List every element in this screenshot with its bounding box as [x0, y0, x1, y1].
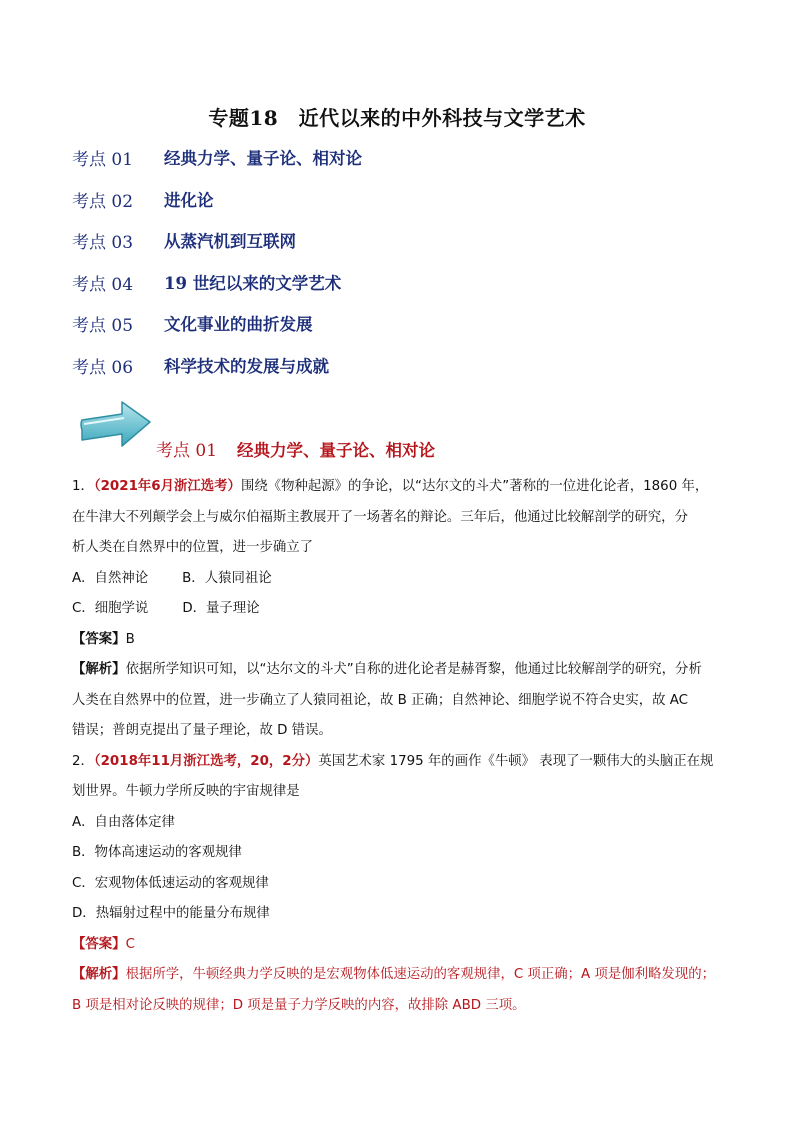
- section-header: [72, 398, 732, 461]
- toc-key: 考点 01: [72, 150, 134, 170]
- analysis-text: 依据所学知识可知，以“达尔文的斗犬”自称的进化论者是赫胥黎，他通过比较解剖学的研究，分析: [125, 662, 702, 677]
- topic-list: [72, 145, 362, 394]
- toc-item-05: [72, 311, 362, 353]
- toc-key: 考点 06: [72, 357, 134, 378]
- q1-analysis-1: [72, 655, 722, 686]
- q1-stem-1: 围绕《物种起源》的争论，以“达尔文的斗犬”著称的一位进化论者，1860 年，: [240, 479, 709, 494]
- q2-option-d: D．热辐射过程中的能量分布规律: [72, 906, 270, 921]
- q2-stem-2: 划世界。牛顿力学所反映的宇宙规律是: [72, 784, 300, 799]
- q1-stem-3: 析人类在自然界中的位置，进一步确立了: [72, 540, 314, 555]
- answer-value: B: [125, 631, 135, 647]
- q2-option-a: A．自由落体定律: [72, 814, 175, 830]
- q2-answer: [72, 930, 722, 961]
- q1-stem-2: 在牛津大不列颠学会上与威尔伯福斯主教展开了一场著名的辩论。三年后，他通过比较解剖学的研究，分: [72, 509, 688, 525]
- toc-item-06: [72, 353, 362, 395]
- toc-item-03: [72, 228, 362, 270]
- section-label: 经典力学、量子论、相对论: [237, 441, 436, 460]
- q1-analysis-3: 错误；普朗克提出了量子理论，故 D 错误。: [72, 723, 332, 738]
- toc-label: 进化论: [164, 190, 214, 210]
- q1-number: 1．: [72, 479, 94, 494]
- q1-line: [72, 472, 722, 503]
- section-key: 考点 01: [156, 441, 218, 461]
- q2-source: （2018年11月浙江选考，20，2分）: [93, 753, 319, 769]
- q1-source: （2021年6月浙江选考）: [93, 479, 241, 494]
- q1-option-a: A．自然神论: [72, 570, 149, 586]
- q1-options-cd: [72, 594, 722, 625]
- q2-line: [72, 747, 722, 778]
- answer-label: 【答案】: [72, 936, 126, 952]
- page-title: 专题18 近代以来的中外科技与文学艺术: [208, 106, 586, 130]
- toc-key: 考点 03: [72, 233, 134, 253]
- q1-answer: [72, 625, 722, 656]
- toc-item-04: [72, 270, 362, 312]
- q1-analysis-2: 人类在自然界中的位置，进一步确立了人猿同祖论，故 B 正确；自然神论、细胞学说不符合史实，故 AC: [72, 692, 689, 708]
- toc-label: 科学技术的发展与成就: [164, 356, 329, 376]
- toc-key: 考点 05: [72, 316, 134, 336]
- toc-item-01: [72, 145, 362, 187]
- toc-label: 经典力学、量子论、相对论: [164, 149, 362, 168]
- question-content: [72, 472, 722, 1021]
- toc-label: 19 世纪以来的文学艺术: [164, 273, 342, 293]
- analysis-label: 【解析】: [72, 662, 126, 677]
- q1-option-b: B．人猿同祖论: [182, 570, 272, 586]
- q1-options-ab: [72, 564, 722, 595]
- toc-item-02: [72, 187, 362, 229]
- answer-label: 【答案】: [72, 631, 126, 647]
- toc-label: 从蒸汽机到互联网: [164, 232, 296, 251]
- q2-stem-1: 英国艺术家 1795 年的画作《牛顿》 表现了一颗伟大的头脑正在规: [318, 753, 714, 769]
- q1-option-d: D．量子理论: [182, 601, 260, 616]
- q2-option-c: C．宏观物体低速运动的客观规律: [72, 875, 269, 891]
- analysis-label: 【解析】: [72, 967, 126, 982]
- toc-key: 考点 02: [72, 191, 134, 212]
- section-title: [156, 436, 435, 461]
- arrow-icon: [76, 400, 154, 456]
- analysis-text: 根据所学，牛顿经典力学反映的是宏观物体低速运动的客观规律，C 项正确；A 项是伽利略发现的；: [125, 967, 715, 982]
- toc-key: 考点 04: [72, 274, 134, 295]
- q2-number: 2．: [72, 753, 94, 769]
- q1-option-c: C．细胞学说: [72, 601, 149, 616]
- q2-analysis-2: B 项是相对论反映的规律；D 项是量子力学反映的内容，故排除 ABD 三项。: [72, 997, 526, 1013]
- q2-analysis-1: [72, 960, 722, 991]
- q2-option-b: B．物体高速运动的客观规律: [72, 845, 242, 860]
- toc-label: 文化事业的曲折发展: [164, 315, 313, 334]
- answer-value: C: [125, 936, 135, 952]
